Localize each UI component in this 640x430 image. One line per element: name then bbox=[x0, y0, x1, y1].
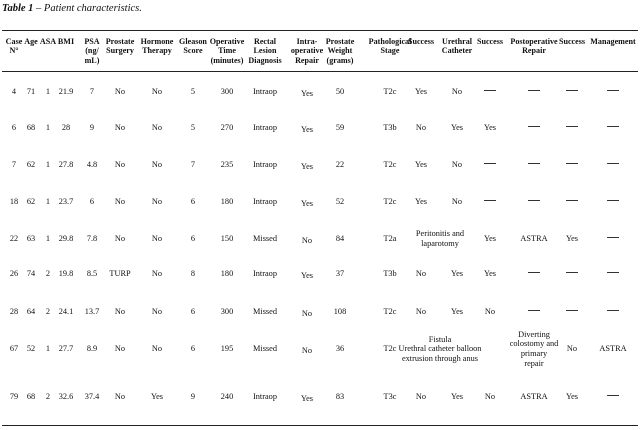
table-cell: No bbox=[415, 392, 427, 401]
table-cell: 108 bbox=[333, 307, 347, 316]
table-cell: No bbox=[301, 309, 313, 318]
cell-line: Peritonitis and bbox=[415, 229, 465, 239]
table-cell: T3b bbox=[383, 269, 397, 278]
table-cell: ASTRA bbox=[520, 234, 548, 243]
cell-line: Urethral catheter balloon bbox=[398, 344, 482, 354]
table-cell: 1 bbox=[45, 87, 51, 96]
table-cell: 27.8 bbox=[58, 160, 74, 169]
table-cell: Yes bbox=[150, 392, 164, 401]
table-cell: 83 bbox=[335, 392, 345, 401]
table-cell: Intraop bbox=[253, 269, 277, 278]
table-cell: No bbox=[451, 160, 463, 169]
column-header-hormone-therapy bbox=[141, 37, 174, 56]
cell-line: BMI bbox=[57, 37, 75, 46]
table-cell: Yes bbox=[414, 87, 428, 96]
column-header-success bbox=[477, 37, 503, 46]
table-cell: Yes bbox=[300, 199, 314, 208]
table-cell: T2c bbox=[383, 344, 397, 353]
table-cell: 27.7 bbox=[58, 344, 74, 353]
cell-line: Management bbox=[590, 37, 636, 46]
table-cell bbox=[528, 267, 540, 277]
column-header-age bbox=[24, 37, 37, 46]
table-cell: No bbox=[301, 236, 313, 245]
table-cell: No bbox=[114, 197, 126, 206]
table-cell: ASTRA bbox=[599, 344, 627, 353]
table-cell: No bbox=[114, 160, 126, 169]
table-cell: ASTRA bbox=[520, 392, 548, 401]
table-cell: 7 bbox=[190, 160, 196, 169]
cell-line: Diagnosis bbox=[248, 55, 282, 65]
table-cell bbox=[484, 158, 496, 168]
empty-dash bbox=[607, 310, 619, 311]
table-cell: 6 bbox=[89, 197, 95, 206]
column-header-rectal-lesion-diagnosis bbox=[248, 37, 281, 65]
table-cell: Yes bbox=[414, 197, 428, 206]
table-cell: No bbox=[484, 392, 496, 401]
table-cell: Yes bbox=[450, 392, 464, 401]
table-cell: 8.9 bbox=[86, 344, 98, 353]
table-cell: 68 bbox=[26, 123, 36, 132]
column-header-postoperative-repair bbox=[510, 37, 557, 56]
table-cell: 26 bbox=[9, 269, 19, 278]
cell-line: Diverting bbox=[518, 329, 550, 339]
empty-dash bbox=[607, 200, 619, 201]
cell-line: N° bbox=[9, 46, 19, 56]
table-cell bbox=[607, 232, 619, 242]
table-title: Patient characteristics. bbox=[43, 3, 142, 14]
table-cell: 1 bbox=[45, 234, 51, 243]
table-cell: Yes bbox=[450, 123, 464, 132]
table-cell: No bbox=[151, 344, 163, 353]
table-cell: 28 bbox=[9, 307, 19, 316]
table-cell bbox=[528, 158, 540, 168]
table-cell: No bbox=[566, 344, 578, 353]
cell-line: Rectal bbox=[253, 37, 277, 46]
table-cell: 62 bbox=[26, 160, 36, 169]
table-cell: 23.7 bbox=[58, 197, 74, 206]
column-header-prostate-weight-grams bbox=[326, 37, 355, 65]
table-cell bbox=[566, 267, 578, 277]
table-cell: No bbox=[114, 307, 126, 316]
empty-dash bbox=[484, 200, 496, 201]
empty-dash bbox=[528, 272, 540, 273]
table-cell: 6 bbox=[11, 123, 17, 132]
cell-line: (minutes) bbox=[210, 55, 244, 65]
table-cell: 195 bbox=[220, 344, 234, 353]
empty-dash bbox=[607, 395, 619, 396]
table-cell: 1 bbox=[45, 160, 51, 169]
table-cell: Yes bbox=[300, 394, 314, 403]
table-cell: 68 bbox=[26, 392, 36, 401]
top-rule bbox=[2, 30, 638, 31]
table-cell: 1 bbox=[45, 197, 51, 206]
cell-line: Stage bbox=[380, 46, 400, 56]
table-cell: Yes bbox=[300, 162, 314, 171]
table-cell: 5 bbox=[190, 87, 196, 96]
cell-line: Success bbox=[476, 37, 504, 46]
table-cell: Yes bbox=[414, 160, 428, 169]
cell-line: Therapy bbox=[142, 46, 172, 56]
table-cell: Intraop bbox=[253, 392, 277, 401]
cell-line: Gleason bbox=[179, 37, 207, 46]
table-cell: Intraop bbox=[253, 123, 277, 132]
table-cell: 300 bbox=[220, 87, 234, 96]
column-header-operative-time-minutes bbox=[210, 37, 245, 65]
table-cell: Missed bbox=[253, 307, 277, 316]
table-cell bbox=[607, 267, 619, 277]
cell-line: Age bbox=[24, 37, 38, 46]
cell-line: Repair bbox=[295, 55, 319, 65]
table-cell: No bbox=[151, 160, 163, 169]
empty-dash bbox=[607, 272, 619, 273]
column-header-psa-ng-ml bbox=[84, 37, 99, 65]
cell-line: laparotomy bbox=[421, 238, 459, 248]
table-cell: Intraop bbox=[253, 87, 277, 96]
column-header-intra-operative-repair bbox=[291, 37, 323, 65]
span-note bbox=[399, 335, 482, 364]
table-cell: 71 bbox=[26, 87, 36, 96]
table-cell bbox=[484, 85, 496, 95]
cell-line: Urethral bbox=[442, 37, 472, 46]
table-cell: T2c bbox=[383, 197, 397, 206]
table-cell: 79 bbox=[9, 392, 19, 401]
table-cell: 37.4 bbox=[84, 392, 100, 401]
table-cell: Yes bbox=[483, 269, 497, 278]
table-cell: 4.8 bbox=[86, 160, 98, 169]
table-cell: 67 bbox=[9, 344, 19, 353]
table-cell: T2c bbox=[383, 87, 397, 96]
table-cell: Yes bbox=[300, 89, 314, 98]
empty-dash bbox=[484, 163, 496, 164]
cell-line: Lesion bbox=[253, 46, 277, 56]
table-cell: 6 bbox=[190, 307, 196, 316]
cell-line: PSA bbox=[84, 37, 100, 46]
table-cell: Yes bbox=[450, 269, 464, 278]
table-cell: 6 bbox=[190, 344, 196, 353]
table-label: Table 1 bbox=[2, 3, 34, 14]
table-cell: No bbox=[451, 197, 463, 206]
table-cell bbox=[528, 85, 540, 95]
empty-dash bbox=[566, 163, 578, 164]
table-cell: No bbox=[114, 344, 126, 353]
table-cell: No bbox=[415, 123, 427, 132]
table-cell: 52 bbox=[335, 197, 345, 206]
cell-line: Prostate bbox=[105, 37, 135, 46]
table-cell: T3c bbox=[383, 392, 397, 401]
table-cell bbox=[566, 158, 578, 168]
table-cell bbox=[484, 195, 496, 205]
table-caption bbox=[2, 3, 142, 14]
table-cell: 36 bbox=[335, 344, 345, 353]
table-cell: 74 bbox=[26, 269, 36, 278]
table-cell: T2a bbox=[383, 234, 397, 243]
column-header-asa bbox=[40, 37, 56, 46]
table-cell bbox=[566, 85, 578, 95]
table-cell: Yes bbox=[483, 123, 497, 132]
table-cell: 18 bbox=[9, 197, 19, 206]
table-cell: 84 bbox=[335, 234, 345, 243]
table-cell: TURP bbox=[109, 269, 131, 278]
table-cell bbox=[607, 121, 619, 131]
table-cell: No bbox=[114, 123, 126, 132]
empty-dash bbox=[566, 310, 578, 311]
table-cell: No bbox=[484, 307, 496, 316]
cell-line: (ng/ bbox=[85, 46, 99, 56]
cell-line: colostomy and bbox=[509, 339, 559, 349]
table-cell bbox=[607, 85, 619, 95]
table-cell: No bbox=[415, 307, 427, 316]
column-header-gleason-score bbox=[179, 37, 207, 56]
table-cell bbox=[528, 305, 540, 315]
cell-line: Postoperative bbox=[510, 37, 558, 46]
table-cell: 32.6 bbox=[58, 392, 74, 401]
table-cell: No bbox=[151, 197, 163, 206]
header-rule bbox=[2, 71, 638, 72]
table-cell bbox=[510, 330, 559, 368]
table-cell: No bbox=[301, 346, 313, 355]
cell-line: Operative bbox=[209, 37, 245, 46]
table-cell: No bbox=[114, 87, 126, 96]
column-header-management bbox=[590, 37, 635, 46]
column-header-success bbox=[559, 37, 585, 46]
table-cell bbox=[607, 390, 619, 400]
bottom-rule bbox=[2, 425, 638, 426]
table-cell bbox=[566, 121, 578, 131]
table-cell: Intraop bbox=[253, 197, 277, 206]
cell-line: Surgery bbox=[106, 46, 134, 56]
table-cell: Yes bbox=[300, 125, 314, 134]
empty-dash bbox=[528, 126, 540, 127]
column-header-bmi bbox=[58, 37, 74, 46]
table-cell: Yes bbox=[300, 271, 314, 280]
table-cell: 59 bbox=[335, 123, 345, 132]
table-cell: 22 bbox=[9, 234, 19, 243]
table-cell bbox=[566, 305, 578, 315]
table-cell: Missed bbox=[253, 234, 277, 243]
table-cell bbox=[607, 158, 619, 168]
table-cell: T2c bbox=[383, 307, 397, 316]
table-cell: 52 bbox=[26, 344, 36, 353]
cell-line: Case bbox=[5, 37, 23, 46]
empty-dash bbox=[484, 90, 496, 91]
table-cell: 4 bbox=[11, 87, 17, 96]
table-cell: 5 bbox=[190, 123, 196, 132]
table-cell: 63 bbox=[26, 234, 36, 243]
empty-dash bbox=[528, 310, 540, 311]
empty-dash bbox=[566, 272, 578, 273]
table-cell: 50 bbox=[335, 87, 345, 96]
table-cell: No bbox=[151, 87, 163, 96]
column-header-success bbox=[408, 37, 434, 46]
table-cell: 8 bbox=[190, 269, 196, 278]
table-cell: 37 bbox=[335, 269, 345, 278]
table-cell: No bbox=[151, 269, 163, 278]
empty-dash bbox=[607, 90, 619, 91]
table-cell: 9 bbox=[89, 123, 95, 132]
table-cell: 2 bbox=[45, 269, 51, 278]
cell-line: extrusion through anus bbox=[401, 353, 479, 363]
table-cell: 24.1 bbox=[58, 307, 74, 316]
cell-line: repair bbox=[524, 358, 544, 368]
cell-line: mL) bbox=[84, 55, 100, 65]
table-cell: No bbox=[114, 234, 126, 243]
table-cell: No bbox=[151, 307, 163, 316]
table-cell bbox=[607, 195, 619, 205]
cell-line: Catheter bbox=[441, 46, 473, 56]
empty-dash bbox=[528, 163, 540, 164]
column-header-case-n bbox=[6, 37, 23, 56]
table-cell: 21.9 bbox=[58, 87, 74, 96]
table-cell: Intraop bbox=[253, 160, 277, 169]
table-cell: 180 bbox=[220, 269, 234, 278]
cell-line: Fistula bbox=[428, 334, 452, 344]
table-cell: 1 bbox=[45, 344, 51, 353]
table-cell: 28 bbox=[61, 123, 71, 132]
empty-dash bbox=[607, 237, 619, 238]
table-cell: 13.7 bbox=[84, 307, 100, 316]
cell-line: Repair bbox=[522, 46, 546, 56]
table-cell: Yes bbox=[483, 234, 497, 243]
table-cell: 2 bbox=[45, 307, 51, 316]
table-cell: No bbox=[151, 123, 163, 132]
table-cell: No bbox=[415, 269, 427, 278]
empty-dash bbox=[566, 90, 578, 91]
table-cell bbox=[607, 305, 619, 315]
cell-line: ASA bbox=[39, 37, 57, 46]
table-cell bbox=[566, 195, 578, 205]
empty-dash bbox=[607, 163, 619, 164]
table-cell: 64 bbox=[26, 307, 36, 316]
table-cell: No bbox=[451, 87, 463, 96]
cell-line: Time bbox=[218, 46, 236, 56]
table-cell: Missed bbox=[253, 344, 277, 353]
table-cell: 300 bbox=[220, 307, 234, 316]
table-cell: 7 bbox=[89, 87, 95, 96]
table-cell: Yes bbox=[565, 234, 579, 243]
column-header-prostate-surgery bbox=[106, 37, 135, 56]
table-cell: 2 bbox=[45, 392, 51, 401]
caption-separator: – bbox=[33, 3, 44, 14]
span-note bbox=[416, 229, 464, 248]
cell-line: Pathological bbox=[368, 37, 412, 46]
cell-line: Weight bbox=[327, 46, 353, 56]
table-cell: 29.8 bbox=[58, 234, 74, 243]
table-cell: 22 bbox=[335, 160, 345, 169]
table-cell: 9 bbox=[190, 392, 196, 401]
table-cell: Yes bbox=[450, 307, 464, 316]
table-cell: T2c bbox=[383, 160, 397, 169]
cell-line: operative bbox=[290, 46, 324, 56]
cell-line: Hormone bbox=[140, 37, 174, 46]
empty-dash bbox=[566, 126, 578, 127]
empty-dash bbox=[566, 200, 578, 201]
empty-dash bbox=[528, 200, 540, 201]
table-cell: 270 bbox=[220, 123, 234, 132]
table-cell: 1 bbox=[45, 123, 51, 132]
empty-dash bbox=[607, 126, 619, 127]
table-cell: 240 bbox=[220, 392, 234, 401]
table-cell: Yes bbox=[565, 392, 579, 401]
table-cell: T3b bbox=[383, 123, 397, 132]
cell-line: (grams) bbox=[326, 55, 354, 65]
table-cell: 62 bbox=[26, 197, 36, 206]
table-cell: 150 bbox=[220, 234, 234, 243]
column-header-urethral-catheter bbox=[442, 37, 473, 56]
empty-dash bbox=[528, 90, 540, 91]
cell-line: primary bbox=[520, 348, 548, 358]
cell-line: Success bbox=[558, 37, 586, 46]
table-cell bbox=[528, 121, 540, 131]
table-cell: 6 bbox=[190, 234, 196, 243]
table-cell bbox=[528, 195, 540, 205]
table-cell: No bbox=[151, 234, 163, 243]
table-cell: 7.8 bbox=[86, 234, 98, 243]
cell-line: Prostate bbox=[325, 37, 355, 46]
table-cell: 19.8 bbox=[58, 269, 74, 278]
cell-line: Success bbox=[407, 37, 435, 46]
table-cell: 180 bbox=[220, 197, 234, 206]
table-cell: No bbox=[114, 392, 126, 401]
cell-line: Score bbox=[183, 46, 203, 56]
table-cell: 7 bbox=[11, 160, 17, 169]
column-header-pathological-stage bbox=[369, 37, 412, 56]
table-cell: 8.5 bbox=[86, 269, 98, 278]
table-cell: 6 bbox=[190, 197, 196, 206]
table-cell: 235 bbox=[220, 160, 234, 169]
cell-line: Intra- bbox=[296, 37, 318, 46]
